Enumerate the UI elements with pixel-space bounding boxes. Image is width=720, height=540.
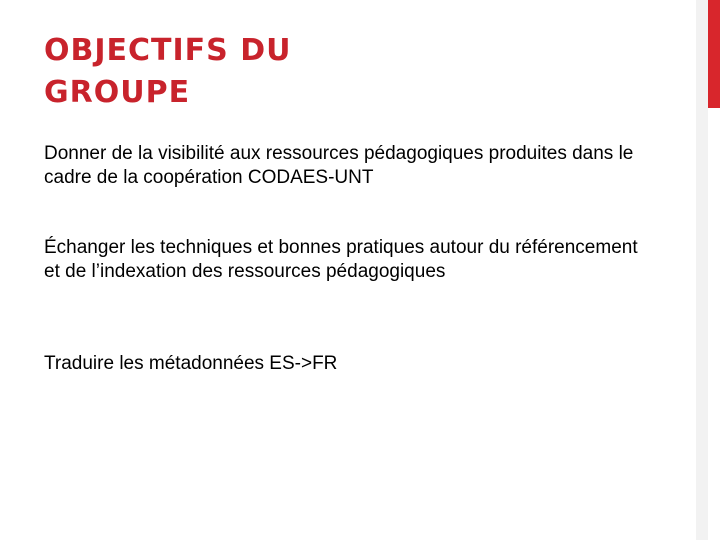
side-accent-bar-grey	[696, 0, 708, 540]
paragraph-exchange: Échanger les techniques et bonnes pratiques autour du référencement et de l’indexation des ressources pédagogiques	[44, 237, 638, 282]
side-accent-bar-red	[708, 0, 720, 108]
slide-title	[44, 30, 291, 114]
slide-title-line-1: OBJECTIFS DU	[44, 33, 292, 68]
paragraph-translate: Traduire les métadonnées ES->FR	[44, 353, 338, 374]
slide-title-line-2: GROUPE	[44, 75, 191, 110]
paragraph-visibility: Donner de la visibilité aux ressources pédagogiques produites dans le cadre de la coopération CODAES-UNT	[44, 143, 634, 188]
